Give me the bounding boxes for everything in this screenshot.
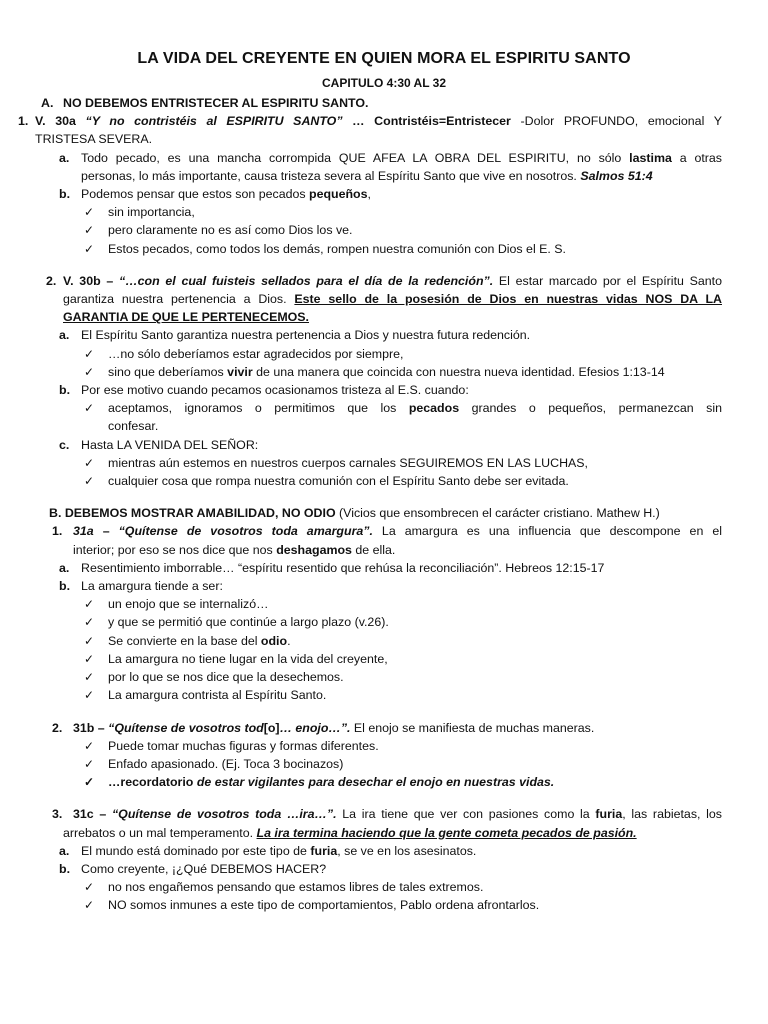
- check-item: ✓ sino que deberíamos vivir de una manera que coincida con nuestra nueva identidad. Efesios 1:13-14: [0, 363, 768, 381]
- check-icon: ✓: [84, 615, 95, 630]
- check-icon: ✓: [84, 474, 95, 489]
- item-marker: 3.: [52, 807, 63, 822]
- item-marker: 2.: [52, 720, 63, 735]
- verse-ref: 31c –: [73, 807, 112, 822]
- item-a2c: c. Hasta LA VENIDA DEL SEÑOR:: [59, 437, 259, 452]
- item-a2-line-1: 2. V. 30b – “…con el cual fuisteis sellados para el día de la redención”. El estar marcado por el Espíritu Santo: [0, 272, 768, 290]
- document-body: [0, 94, 768, 915]
- check-icon: ✓: [84, 688, 95, 703]
- check-item: ✓ cualquier cosa que rompa nuestra comunión con el Espíritu Santo debe ser evitada.: [0, 472, 768, 490]
- item-a1b: b. Podemos pensar que estos son pecados pequeños,: [59, 187, 371, 202]
- check-item: ✓ aceptamos, ignoramos o permitimos que los pecados grandes o pequeños, permanezcan sin: [0, 399, 768, 417]
- item-a1-line-1: 1. V. 30a “Y no contristéis al ESPIRITU SANTO” … Contristéis=Entristecer -Dolor PROFUNDO, emocional Y: [0, 112, 768, 130]
- emphasis-underlined: Este sello de la posesión de Dios en nuestras vidas NOS DA LA: [294, 292, 722, 307]
- item-b1-line-2: interior; por eso se nos dice que nos deshagamos de ella.: [73, 542, 396, 557]
- verse-ref: 31b –: [73, 720, 109, 735]
- check-item: ✓ La amargura contrista al Espíritu Santo.: [0, 686, 768, 704]
- item-b2-line-1: 2. 31b – “Quítense de vosotros tod[o]… enojo…”. El enojo se manifiesta de muchas maneras.: [0, 719, 768, 737]
- item-b1a: a. Resentimiento imborrable… “espíritu resentido que rehúsa la reconciliación”. Hebreos 12:15-17: [59, 560, 605, 575]
- check-item-continuation: confesar.: [108, 419, 159, 434]
- check-icon: ✓: [84, 775, 95, 790]
- check-icon: ✓: [84, 880, 95, 895]
- item-a2b: b. Por ese motivo cuando pecamos ocasionamos tristeza al E.S. cuando:: [59, 383, 469, 398]
- item-a2-line-2: garantiza nuestra pertenencia a Dios. Este sello de la posesión de Dios en nuestras vidas NOS DA LA: [63, 292, 722, 307]
- check-item: ✓ no nos engañemos pensando que estamos libres de tales extremos.: [0, 878, 768, 896]
- item-a1a: a. Todo pecado, es una mancha corrompida QUE AFEA LA OBRA DEL ESPIRITU, no sólo lastima a otras: [59, 150, 722, 165]
- item-b3-line-1: 3. 31c – “Quítense de vosotros toda …ira…”. La ira tiene que ver con pasiones como la furia, las rabietas, los: [0, 805, 768, 823]
- verse-ref: V. 30a: [35, 114, 86, 129]
- item-a1-line-2: TRISTESA SEVERA.: [35, 132, 153, 147]
- check-icon: ✓: [84, 633, 95, 648]
- item-marker: 1.: [18, 114, 29, 129]
- check-icon: ✓: [84, 346, 95, 361]
- verse-ref: 31a: [73, 524, 94, 539]
- emphasis-underlined: La ira termina haciendo que la gente cometa pecados de pasión.: [256, 825, 637, 840]
- item-b3b: b. Como creyente, ¡¿Qué DEBEMOS HACER?: [59, 861, 327, 876]
- verse-ref: V. 30b –: [63, 273, 120, 288]
- check-icon: ✓: [84, 738, 95, 753]
- item-marker: 2.: [46, 273, 57, 288]
- item-b3a: a. El mundo está dominado por este tipo de furia, se ve en los asesinatos.: [59, 843, 477, 858]
- item-marker: 1.: [52, 524, 63, 539]
- verse-quote: “Quítense de vosotros toda …ira…”.: [111, 807, 337, 822]
- check-item: ✓ Puede tomar muchas figuras y formas diferentes.: [0, 737, 768, 755]
- check-item: ✓ y que se permitió que continúe a largo plazo (v.26).: [0, 613, 768, 631]
- definition: Contristéis=Entristecer: [374, 114, 511, 129]
- check-item: ✓ pero claramente no es así como Dios los ve.: [0, 221, 768, 239]
- check-item: ✓ mientras aún estemos en nuestros cuerpos carnales SEGUIREMOS EN LAS LUCHAS,: [0, 454, 768, 472]
- check-icon: ✓: [84, 756, 95, 771]
- page-subtitle: CAPITULO 4:30 AL 32: [321, 76, 447, 90]
- section-b-heading: [0, 504, 768, 522]
- verse-quote: “Y no contristéis al ESPIRITU SANTO”: [85, 114, 343, 129]
- scripture-ref: Salmos 51:4: [580, 168, 653, 183]
- verse-quote: “Quítense de vosotros toda amargura”.: [118, 524, 373, 539]
- section-a-heading: [0, 94, 768, 112]
- item-b3-line-2: arrebatos o un mal temperamento. La ira termina haciendo que la gente cometa pecados de pasión.: [63, 825, 637, 840]
- item-a2a: a. El Espíritu Santo garantiza nuestra pertenencia a Dios y nuestra futura redención.: [59, 328, 531, 343]
- check-item: ✓ …recordatorio de estar vigilantes para desechar el enojo en nuestras vidas.: [0, 773, 768, 791]
- section-heading-text: NO DEBEMOS ENTRISTECER AL ESPIRITU SANTO.: [63, 96, 369, 110]
- check-item: ✓ un enojo que se internalizó…: [0, 595, 768, 613]
- item-b1b: b. La amargura tiende a ser:: [59, 579, 223, 594]
- check-icon: ✓: [84, 670, 95, 685]
- section-marker: A.: [41, 96, 54, 110]
- verse-quote: “…con el cual fuisteis sellados para el día de la redención”.: [119, 273, 494, 288]
- check-item: ✓ Estos pecados, como todos los demás, rompen nuestra comunión con Dios el E. S.: [0, 240, 768, 258]
- check-item: ✓ La amargura no tiene lugar en la vida del creyente,: [0, 650, 768, 668]
- check-icon: ✓: [84, 401, 95, 416]
- check-icon: ✓: [84, 205, 95, 220]
- check-item: ✓ sin importancia,: [0, 203, 768, 221]
- check-icon: ✓: [84, 455, 95, 470]
- check-item: ✓ NO somos inmunes a este tipo de comportamientos, Pablo ordena afrontarlos.: [0, 896, 768, 914]
- check-item: ✓ Enfado apasionado. (Ej. Toca 3 bocinazos): [0, 755, 768, 773]
- item-a2-line-3: GARANTIA DE QUE LE PERTENECEMOS.: [63, 310, 309, 325]
- check-icon: ✓: [84, 241, 95, 256]
- check-icon: ✓: [84, 364, 95, 379]
- check-item: ✓ Se convierte en la base del odio.: [0, 632, 768, 650]
- section-note: (Vicios que ensombrecen el carácter cristiano. Mathew H.): [335, 506, 660, 521]
- check-icon: ✓: [84, 898, 95, 913]
- check-icon: ✓: [84, 651, 95, 666]
- check-item: ✓ por lo que se nos dice que la desechemos.: [0, 668, 768, 686]
- item-b1-line-1: 1. 31a – “Quítense de vosotros toda amargura”. La amargura es una influencia que descompone en el: [0, 522, 768, 540]
- section-heading-text: B. DEBEMOS MOSTRAR AMABILIDAD, NO ODIO: [49, 506, 336, 521]
- page-title: LA VIDA DEL CREYENTE EN QUIEN MORA EL ESPIRITU SANTO: [137, 50, 631, 67]
- check-icon: ✓: [84, 597, 95, 612]
- check-icon: ✓: [84, 223, 95, 238]
- check-item: ✓ …no sólo deberíamos estar agradecidos por siempre,: [0, 345, 768, 363]
- item-a1a-line-2: personas, lo más importante, causa tristeza severa al Espíritu Santo que vive en nosotros. Salmos 51:4: [81, 168, 653, 183]
